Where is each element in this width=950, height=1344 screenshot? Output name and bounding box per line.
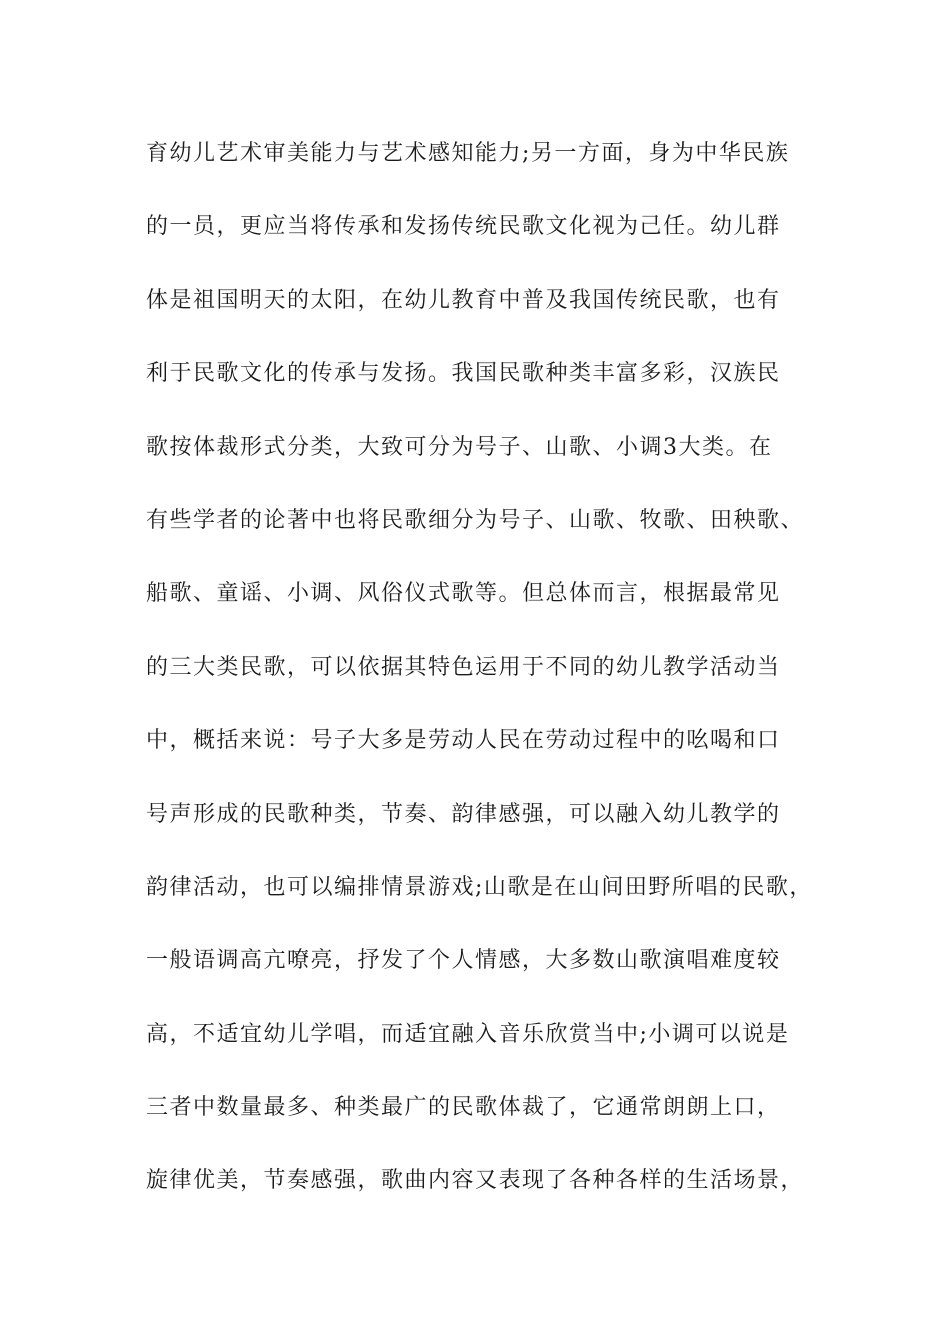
text-line-10: 号声形成的民歌种类，节奏、韵律感强，可以融入幼儿教学的 — [146, 801, 781, 827]
text-line-4: 利于民歌文化的传承与发扬。我国民歌种类丰富多彩，汉族民 — [146, 361, 781, 387]
text-line-15: 旋律优美，节奏感强，歌曲内容又表现了各种各样的生活场景， — [146, 1168, 805, 1194]
text-line-3: 体是祖国明天的太阳，在幼儿教育中普及我国传统民歌，也有 — [146, 287, 781, 313]
text-line-8: 的三大类民歌，可以依据其特色运用于不同的幼儿教学活动当 — [146, 654, 781, 680]
text-line-9: 中，概括来说：号子大多是劳动人民在劳动过程中的吆喝和口 — [146, 728, 781, 754]
body-text — [146, 130, 826, 1231]
text-line-12: 一般语调高亢嘹亮，抒发了个人情感，大多数山歌演唱难度较 — [146, 948, 781, 974]
text-line-2: 的一员，更应当将传承和发扬传统民歌文化视为己任。幼儿群 — [146, 214, 781, 240]
text-line-5: 歌按体裁形式分类，大致可分为号子、山歌、小调3大类。在 — [146, 434, 773, 460]
text-line-13: 高，不适宜幼儿学唱，而适宜融入音乐欣赏当中;小调可以说是 — [146, 1021, 790, 1047]
text-line-14: 三者中数量最多、种类最广的民歌体裁了，它通常朗朗上口， — [146, 1095, 781, 1121]
text-line-7: 船歌、童谣、小调、风俗仪式歌等。但总体而言，根据最常见 — [146, 581, 781, 607]
text-line-6: 有些学者的论著中也将民歌细分为号子、山歌、牧歌、田秧歌、 — [146, 507, 805, 533]
text-line-1: 育幼儿艺术审美能力与艺术感知能力;另一方面，身为中华民族 — [146, 141, 790, 166]
text-line-11: 韵律活动，也可以编排情景游戏;山歌是在山间田野所唱的民歌， — [146, 874, 813, 900]
